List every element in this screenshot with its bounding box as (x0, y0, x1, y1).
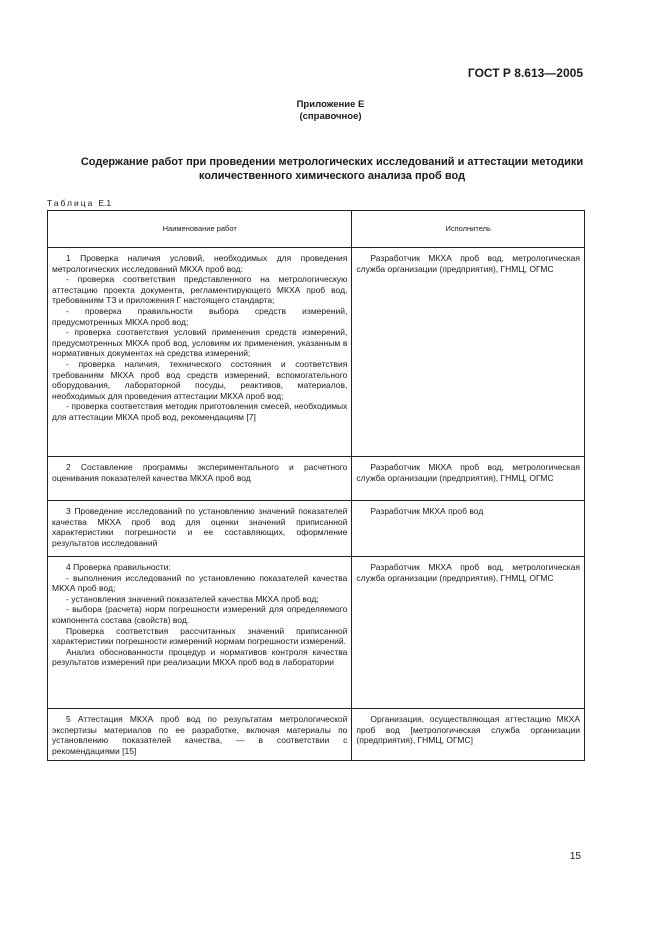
table-row (48, 557, 585, 709)
work-cell (48, 248, 352, 457)
work-paragraph: 5 Аттестация МКХА проб вод по результатам метрологической экспертизы материалов по ее разработке, включая материалы по установлению показателей качества, — в соответствии с рекомендациями [15] (52, 714, 348, 756)
page-number: 15 (569, 851, 581, 862)
work-paragraph: - проверка правильности выбора средств измерений, предусмотренных МКХА проб вод; (52, 305, 348, 327)
executor-text: Разработчик МКХА проб вод (370, 506, 484, 516)
table-header-row (48, 211, 585, 248)
work-cell (48, 557, 352, 709)
table-body (48, 248, 585, 761)
executor-cell (352, 557, 585, 709)
header-works: Наименование работ (48, 211, 352, 248)
executor-cell (352, 501, 585, 557)
table-label-prefix: Таблица (47, 198, 95, 208)
works-table (47, 210, 585, 761)
title-line-2: количественного химического анализа проб вод (198, 170, 466, 182)
work-paragraph: - проверка соответствия условий применения средств измерений, предусмотренных МКХА проб вод, условиям их применения, указанным в нормативных документах на средства измерений; (52, 327, 348, 359)
table-row (48, 709, 585, 761)
annex-note: (справочное) (299, 111, 362, 122)
executor-text: Разработчик МКХА проб вод, метрологическая служба организации (предприятия), ГНМЦ, ОГМС (356, 462, 580, 483)
work-paragraph: Проверка соответствия рассчитанных значений приписанной характеристики погрешности измерений нормам погрешности измерений. (52, 625, 348, 647)
table-row (48, 248, 585, 457)
executor-text: Организация, осуществляющая аттестацию МКХА проб вод [метрологическая служба организации (предприятия), ГНМЦ, ОГМС] (356, 714, 580, 746)
work-paragraph: - проверка наличия, технического состояния и соответствия требованиям МКХА проб вод средств измерений, вспомогательного оборудования, лабораторной посуды, реактивов, материалов, необходимых для проведения аттестации МКХА проб вод; (52, 358, 348, 401)
document-title (50, 155, 614, 183)
table-row (48, 501, 585, 557)
work-paragraph: - выполнения исследований по установлению показателей качества МКХА проб вод; (52, 572, 348, 594)
table-label-number: Е.1 (98, 198, 112, 208)
header-executor: Исполнитель (352, 211, 585, 248)
work-cell (48, 457, 352, 501)
work-paragraph: 1 Проверка наличия условий, необходимых для проведения метрологических исследований МКХА проб вод: (52, 253, 348, 274)
work-paragraph: Анализ обоснованности процедур и нормативов контроля качества результатов измерений при реализации МКХА проб вод в лаборатории (52, 646, 348, 668)
work-paragraph: - проверка соответствия методик приготовления смесей, необходимых для аттестации МКХА проб вод, рекомендациям [7] (52, 401, 348, 422)
work-paragraph: - установления значений показателей качества МКХА проб вод; (66, 593, 319, 604)
executor-cell (352, 709, 585, 761)
executor-cell (352, 248, 585, 457)
annex-title: Приложение Е (296, 99, 365, 110)
table-label (47, 198, 111, 208)
work-cell (48, 709, 352, 761)
executor-text: Разработчик МКХА проб вод, метрологическая служба организации (предприятия), ГНМЦ, ОГМС (356, 253, 580, 274)
work-paragraph: 2 Составление программы экспериментального и расчетного оценивания показателей качества МКХА проб вод (52, 462, 348, 483)
executor-text: Разработчик МКХА проб вод, метрологическая служба организации (предприятия), ГНМЦ, ОГМС (356, 562, 580, 583)
work-paragraph: - выбора (расчета) норм погрешности измерений для определяемого компонента состава (свойств) вод. (52, 604, 348, 625)
annex-heading (0, 99, 661, 123)
work-cell (48, 501, 352, 557)
work-paragraph: 3 Проведение исследований по установлению значений показателей качества МКХА проб вод для оценки значений приписанной характеристики погрешности и ее составляющих, оформление результатов исследований (52, 506, 348, 548)
work-paragraph: - проверка соответствия представленного на метрологическую аттестацию проекта документа, регламентирующего МКХА проб вод, требованиям ТЗ и приложения Г настоящего стандарта; (52, 274, 348, 306)
executor-cell (352, 457, 585, 501)
standard-number: ГОСТ Р 8.613—2005 (467, 66, 583, 80)
title-line-1: Содержание работ при проведении метрологических исследований и аттестации методики (80, 156, 584, 168)
work-paragraph: 4 Проверка правильности: (66, 562, 171, 572)
table-row (48, 457, 585, 501)
